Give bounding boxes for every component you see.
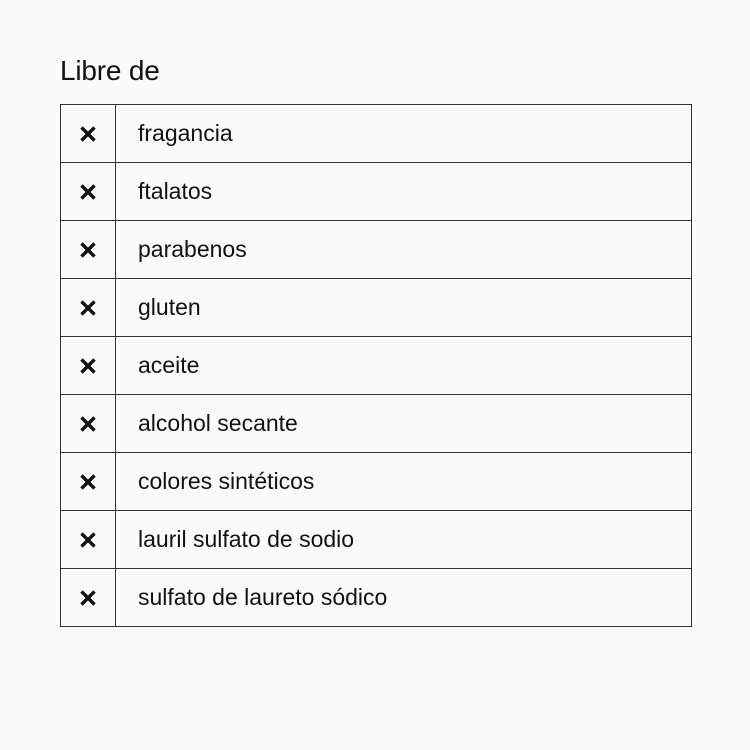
x-icon <box>79 299 97 317</box>
item-label: ftalatos <box>116 163 692 221</box>
item-label: parabenos <box>116 221 692 279</box>
list-item <box>61 511 692 569</box>
icon-cell <box>61 163 116 221</box>
free-from-list <box>61 105 692 627</box>
x-icon <box>79 183 97 201</box>
item-label: aceite <box>116 337 692 395</box>
x-icon <box>79 357 97 375</box>
icon-cell <box>61 395 116 453</box>
x-icon <box>79 473 97 491</box>
item-label: fragancia <box>116 105 692 163</box>
item-label: sulfato de laureto sódico <box>116 569 692 627</box>
icon-cell <box>61 279 116 337</box>
item-label: lauril sulfato de sodio <box>116 511 692 569</box>
icon-cell <box>61 453 116 511</box>
x-icon <box>79 415 97 433</box>
icon-cell <box>61 569 116 627</box>
x-icon <box>79 531 97 549</box>
x-icon <box>79 125 97 143</box>
list-item <box>61 395 692 453</box>
list-item <box>61 105 692 163</box>
x-icon <box>79 589 97 607</box>
item-label: colores sintéticos <box>116 453 692 511</box>
icon-cell <box>61 221 116 279</box>
item-label: alcohol secante <box>116 395 692 453</box>
list-item <box>61 279 692 337</box>
x-icon <box>79 241 97 259</box>
icon-cell <box>61 337 116 395</box>
list-item <box>61 453 692 511</box>
item-label: gluten <box>116 279 692 337</box>
icon-cell <box>61 105 116 163</box>
free-from-table <box>60 104 692 627</box>
list-item <box>61 337 692 395</box>
list-item <box>61 163 692 221</box>
list-item <box>61 221 692 279</box>
list-item <box>61 569 692 627</box>
icon-cell <box>61 511 116 569</box>
page-title: Libre de <box>60 55 160 86</box>
